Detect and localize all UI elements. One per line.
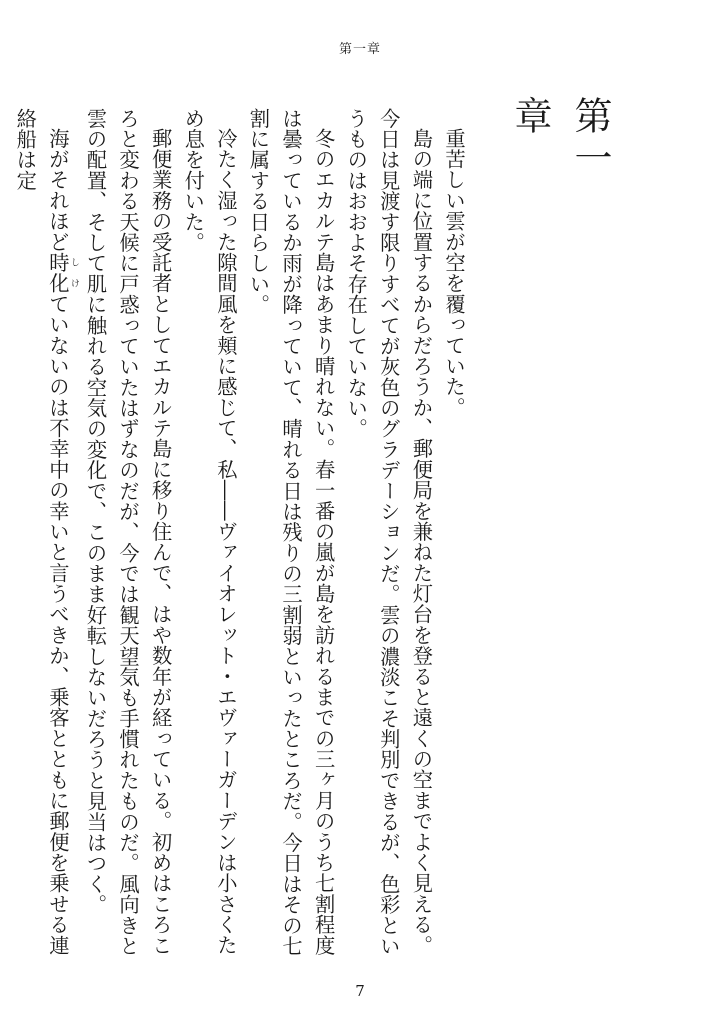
ruby-reading: しけ bbox=[68, 252, 79, 294]
body-text bbox=[13, 108, 470, 958]
paragraph-5: 郵便業務の受託者としてエカルテ島に移り住んで、はや数年が経っている。初めはころころと変わる天候に戸惑っていたはずなのだが、今では観天望気も手慣れたものだ。風向きと雲の配置、そして肌に触れる空気の変化で、このまま好転しないだろうと見当はつく。 bbox=[83, 108, 173, 957]
page-number: 7 bbox=[355, 982, 365, 1000]
paragraph-6 bbox=[9, 108, 79, 958]
paragraph-6-tail: ていないのは不幸中の幸いと言うべきか、乗客とともに郵便を乗せる連絡船は定 bbox=[13, 108, 70, 956]
ruby-word bbox=[45, 252, 79, 294]
paragraph-6-lead: 海がそれほど bbox=[45, 128, 70, 253]
paragraph-2: 島の端に位置するからだろうか、郵便局を兼ねた灯台を登ると遠くの空までよく見える。今日は見渡す限りすべてが灰色のグラデーションだ。雲の濃淡こそ判別できるが、色彩というものはおおよそ存在していない。 bbox=[344, 108, 434, 957]
paragraph-4: 冷たく湿った隙間風を頬に感じて、私――ヴァイオレット・エヴァーガーデンは小さくため息を付いた。 bbox=[181, 108, 238, 956]
paragraph-3: 冬のエカルテ島はあまり晴れない。春一番の嵐が島を訪れるまでの三ヶ月のうち七割程度は曇っているか雨が降っていて、晴れる日は残りの三割弱といったところだ。今日はその七割に属する日らしい。 bbox=[246, 108, 336, 957]
chapter-title: 第一章 bbox=[508, 96, 612, 180]
paragraph-1: 重苦しい雲が空を覆っていた。 bbox=[442, 128, 466, 418]
running-header: 第一章 bbox=[338, 42, 381, 57]
ruby-base: 時化 bbox=[45, 252, 70, 294]
